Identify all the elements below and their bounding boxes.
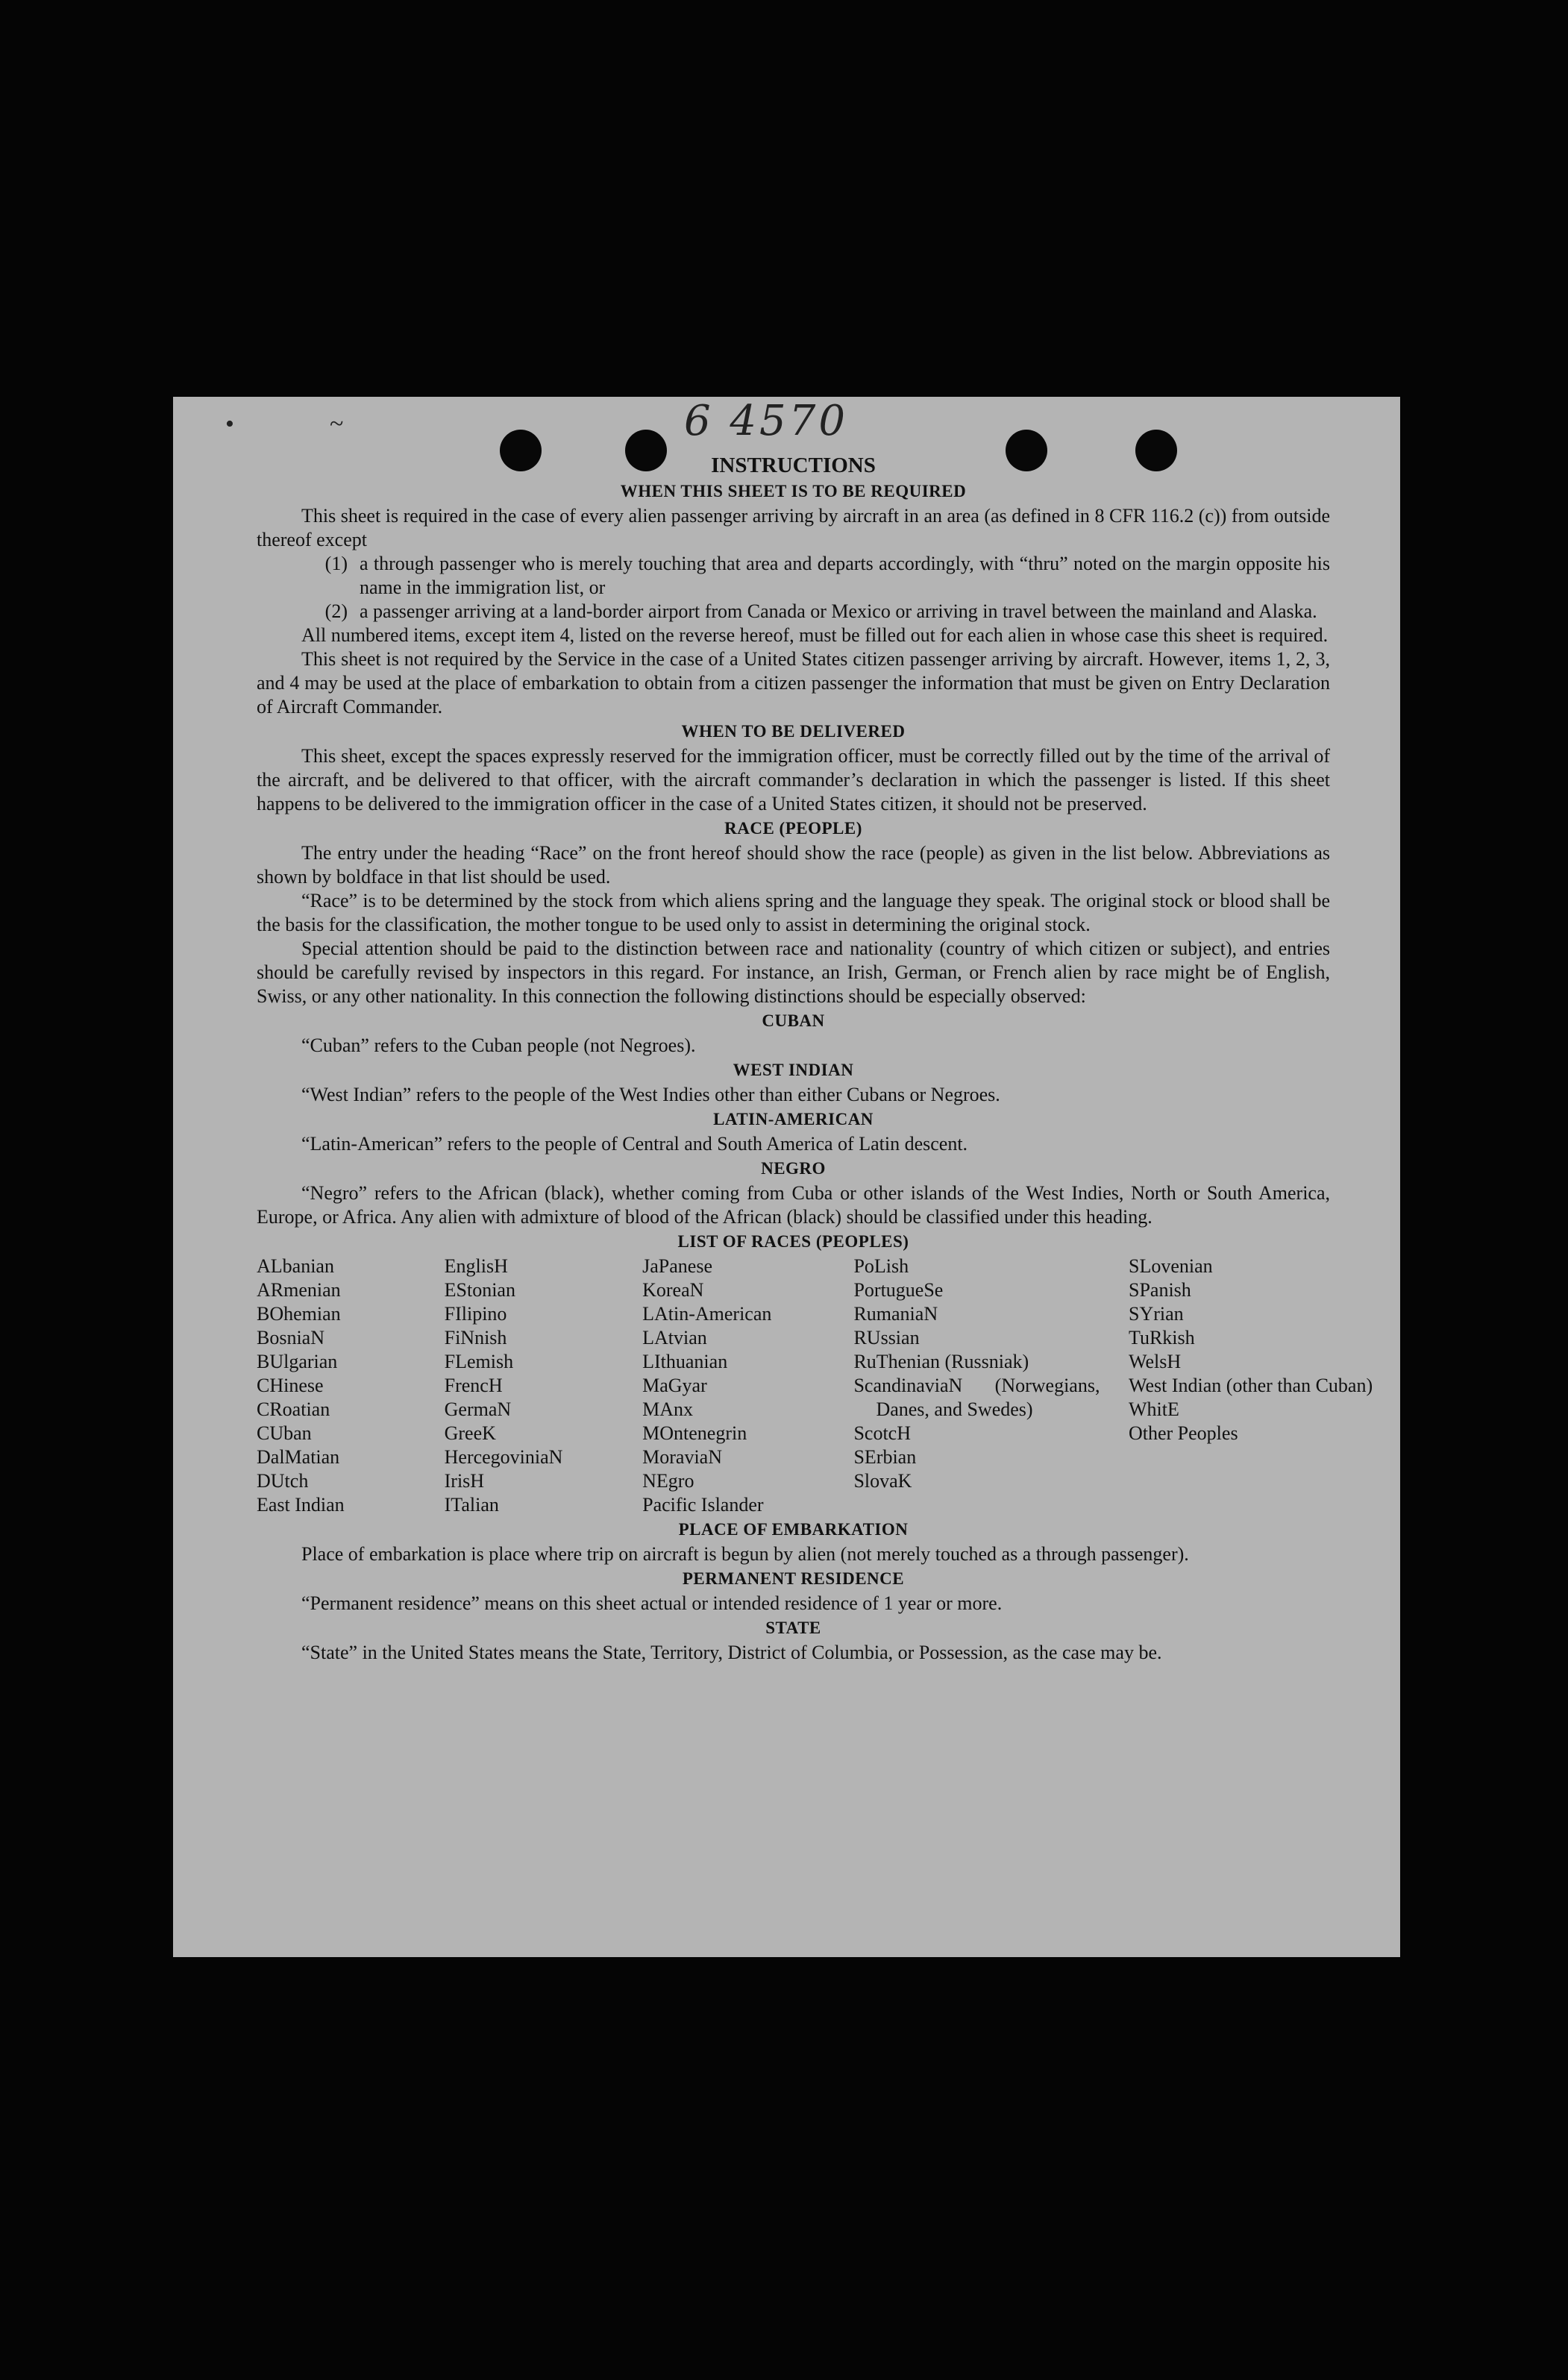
paragraph: Special attention should be paid to the distinction between race and nationality (country of which citizen or subject), and entries should be carefully revised by inspectors in this regard. For instance, an Irish, German, or French alien by race might be of English, Swiss, or any other nationality. In this connection the following distinctions should be especially observed: bbox=[257, 938, 1330, 1007]
races-column bbox=[642, 1255, 853, 1517]
paragraph: This sheet is required in the case of every alien passenger arriving by aircraft in an area (as defined in 8 CFR 116.2 (c)) from outside thereof except bbox=[257, 505, 1330, 550]
races-column bbox=[257, 1255, 445, 1517]
item-number: (1) bbox=[324, 553, 348, 574]
race-entry: FiNnish bbox=[444, 1327, 507, 1348]
paragraph: This sheet, except the spaces expressly reserved for the immigration officer, must be correctly filled out by the time of the arrival of the aircraft, and be delivered to that officer, with the aircraft commander’s declaration in which the passenger is listed. If this sheet happens to be delivered to the immigration officer in the case of a United States citizen, it should not be preserved. bbox=[257, 745, 1330, 814]
race-entry: GreeK bbox=[444, 1422, 496, 1444]
race-entry: IrisH bbox=[444, 1470, 485, 1492]
race-entry: RumaniaN bbox=[853, 1303, 938, 1325]
heading-place-of-embarkation: PLACE OF EMBARKATION bbox=[678, 1520, 909, 1539]
paragraph: “Race” is to be determined by the stock from which aliens spring and the language they speak. The original stock or blood shall be the basis for the classification, the mother tongue to be used only to assist in determining the original stock. bbox=[257, 890, 1330, 935]
race-entry: ARmenian bbox=[257, 1279, 341, 1301]
race-entry: EnglisH bbox=[444, 1255, 508, 1277]
race-entry: SErbian bbox=[853, 1446, 917, 1468]
race-entry: WelsH bbox=[1128, 1351, 1182, 1372]
race-entry: LAtin-American bbox=[642, 1303, 772, 1325]
paragraph: “Negro” refers to the African (black), whether coming from Cuba or other islands of the West Indies, North or South America, Europe, or Africa. Any alien with admixture of blood of the African (black) should be classified under this heading. bbox=[257, 1182, 1330, 1228]
race-entry: MAnx bbox=[642, 1398, 694, 1420]
paragraph: Place of embarkation is place where trip on aircraft is begun by alien (not merely touched as a through passenger). bbox=[301, 1543, 1189, 1565]
item-number: (2) bbox=[324, 600, 348, 622]
punch-hole bbox=[1135, 430, 1177, 471]
item-text: a passenger arriving at a land-border airport from Canada or Mexico or arriving in travel between the mainland and Alaska. bbox=[360, 600, 1317, 622]
race-entry: ScandinaviaN (Norwegians, Danes, and Swedes) bbox=[853, 1375, 1100, 1420]
races-column bbox=[1128, 1255, 1373, 1517]
paragraph: “Permanent residence” means on this sheet actual or intended residence of 1 year or more. bbox=[301, 1592, 1003, 1614]
paragraph: “Cuban” refers to the Cuban people (not Negroes). bbox=[301, 1034, 696, 1056]
race-entry: SlovaK bbox=[853, 1470, 912, 1492]
races-column bbox=[445, 1255, 643, 1517]
item-text: a through passenger who is merely touching that area and departs accordingly, with “thru” noted on the margin opposite his name in the immigration list, or bbox=[360, 553, 1330, 598]
race-entry: DalMatian bbox=[257, 1446, 340, 1468]
race-entry: NEgro bbox=[642, 1470, 694, 1492]
race-entry: Other Peoples bbox=[1128, 1422, 1238, 1444]
heading-west-indian: WEST INDIAN bbox=[733, 1061, 854, 1079]
race-entry: CHinese bbox=[257, 1375, 324, 1396]
race-entry: BosniaN bbox=[257, 1327, 324, 1348]
race-entry: RuThenian (Russniak) bbox=[853, 1351, 1029, 1372]
instruction-sheet bbox=[173, 397, 1400, 1957]
race-entry: Pacific Islander bbox=[642, 1494, 764, 1516]
race-entry: RUssian bbox=[853, 1327, 920, 1348]
paragraph: All numbered items, except item 4, listed on the reverse hereof, must be filled out for each alien in whose case this sheet is required. bbox=[301, 624, 1329, 646]
handwritten-number: 6 4570 bbox=[684, 397, 848, 445]
race-entry: BOhemian bbox=[257, 1303, 341, 1325]
race-entry: EStonian bbox=[444, 1279, 515, 1301]
race-entry: MOntenegrin bbox=[642, 1422, 747, 1444]
paragraph: This sheet is not required by the Service in the case of a United States citizen passenger arriving by aircraft. However, items 1, 2, 3, and 4 may be used at the place of embarkation to obtain from a citizen passenger the information that must be given on Entry Declaration of Aircraft Commander. bbox=[257, 648, 1330, 718]
race-entry: FLemish bbox=[444, 1351, 514, 1372]
scan-mark: ~ bbox=[330, 410, 344, 438]
race-entry: SYrian bbox=[1128, 1303, 1184, 1325]
scan-mark: • bbox=[225, 410, 234, 438]
race-entry: MoraviaN bbox=[642, 1446, 722, 1468]
race-entry: KoreaN bbox=[642, 1279, 704, 1301]
race-entry: LAtvian bbox=[642, 1327, 707, 1348]
race-entry: LIthuanian bbox=[642, 1351, 728, 1372]
race-entry: CUban bbox=[257, 1422, 312, 1444]
race-entry: DUtch bbox=[257, 1470, 309, 1492]
race-entry: East Indian bbox=[257, 1494, 345, 1516]
heading-when-required: WHEN THIS SHEET IS TO BE REQUIRED bbox=[620, 482, 967, 500]
heading-latin-american: LATIN-AMERICAN bbox=[713, 1110, 874, 1128]
race-entry: ITalian bbox=[444, 1494, 499, 1516]
race-entry: TuRkish bbox=[1128, 1327, 1195, 1348]
punch-hole bbox=[625, 430, 667, 471]
race-entry: GermaN bbox=[444, 1398, 512, 1420]
race-entry: FrencH bbox=[444, 1375, 503, 1396]
races-list bbox=[257, 1255, 1373, 1517]
heading-list-of-races: LIST OF RACES (PEOPLES) bbox=[677, 1232, 909, 1251]
race-entry: MaGyar bbox=[642, 1375, 707, 1396]
race-entry: ALbanian bbox=[257, 1255, 334, 1277]
paragraph: “West Indian” refers to the people of the West Indies other than either Cubans or Negroes. bbox=[301, 1084, 1000, 1105]
race-entry: CRoatian bbox=[257, 1398, 330, 1420]
punch-hole bbox=[1006, 430, 1047, 471]
race-entry: HercegoviniaN bbox=[444, 1446, 563, 1468]
exception-item bbox=[257, 600, 1330, 624]
heading-permanent-residence: PERMANENT RESIDENCE bbox=[682, 1569, 905, 1588]
race-entry: SLovenian bbox=[1128, 1255, 1213, 1277]
race-entry: BUlgarian bbox=[257, 1351, 338, 1372]
punch-hole bbox=[500, 430, 542, 471]
race-entry: PoLish bbox=[853, 1255, 909, 1277]
page-title: INSTRUCTIONS bbox=[711, 453, 876, 477]
race-entry: PortugueSe bbox=[853, 1279, 944, 1301]
heading-cuban: CUBAN bbox=[762, 1011, 825, 1030]
race-entry: FIlipino bbox=[444, 1303, 507, 1325]
heading-state: STATE bbox=[765, 1618, 821, 1637]
heading-race: RACE (PEOPLE) bbox=[724, 819, 862, 838]
races-column bbox=[853, 1255, 1129, 1517]
race-entry: SPanish bbox=[1128, 1279, 1191, 1301]
race-entry: JaPanese bbox=[642, 1255, 712, 1277]
heading-when-delivered: WHEN TO BE DELIVERED bbox=[681, 722, 906, 741]
race-entry: WhitE bbox=[1128, 1398, 1179, 1420]
paragraph: The entry under the heading “Race” on the front hereof should show the race (people) as given in the list below. Abbreviations as shown by boldface in that list should be used. bbox=[257, 842, 1330, 888]
race-entry: West Indian (other than Cuban) bbox=[1128, 1375, 1373, 1396]
paragraph: “State” in the United States means the State, Territory, District of Columbia, or Possession, as the case may be. bbox=[301, 1642, 1162, 1663]
race-entry: ScotcH bbox=[853, 1422, 911, 1444]
heading-negro: NEGRO bbox=[761, 1159, 826, 1178]
paragraph: “Latin-American” refers to the people of Central and South America of Latin descent. bbox=[301, 1133, 968, 1155]
exception-item bbox=[257, 552, 1330, 600]
